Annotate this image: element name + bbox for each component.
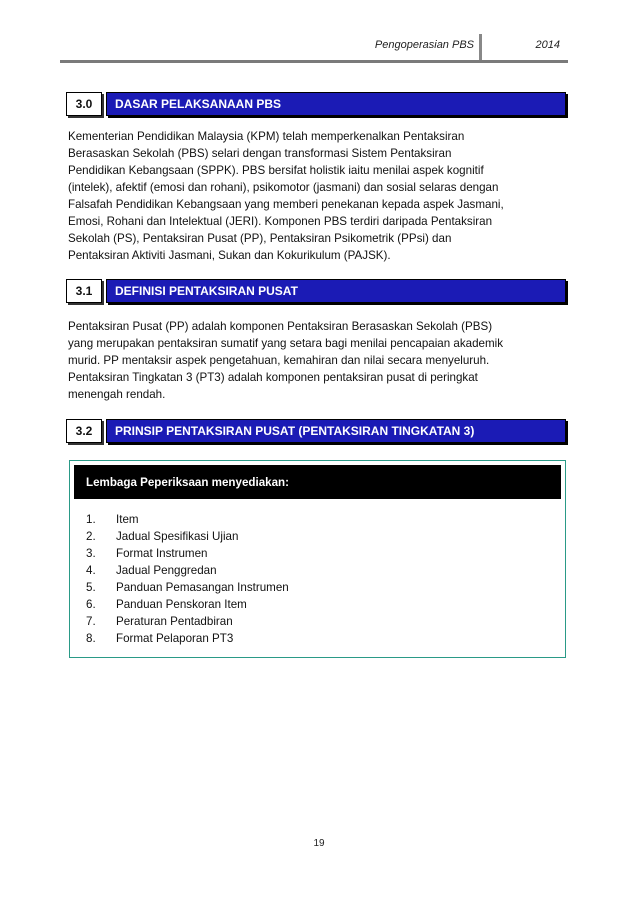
list-item-number: 6. xyxy=(86,598,96,611)
list-item-text: Panduan Penskoran Item xyxy=(116,598,247,611)
text-line: murid. PP mentaksir aspek pengetahuan, kemahiran dan nilai secara menyeluruh. xyxy=(68,354,490,367)
provisions-box xyxy=(69,460,566,658)
section-paragraph-3-1 xyxy=(68,318,562,403)
text-line: Pentaksiran Pusat (PP) adalah komponen Pentaksiran Berasaskan Sekolah (PBS) xyxy=(68,320,493,333)
list-item xyxy=(86,511,289,528)
text-line: Sekolah (PS), Pentaksiran Pusat (PP), Pentaksiran Psikometrik (PPsi) dan xyxy=(68,232,452,245)
list-item xyxy=(86,613,289,630)
list-item-text: Jadual Penggredan xyxy=(116,564,217,577)
section-heading-3-2 xyxy=(66,419,566,443)
section-heading-3-1 xyxy=(66,279,566,303)
section-number: 3.2 xyxy=(66,419,102,443)
text-line: Kementerian Pendidikan Malaysia (KPM) telah memperkenalkan Pentaksiran xyxy=(68,130,465,143)
text-line: Emosi, Rohani dan Intelektual (JERI). Komponen PBS terdiri daripada Pentaksiran xyxy=(68,215,493,228)
text-line: (intelek), afektif (emosi dan rohani), psikomotor (jasmani) dan sosial selaras dengan xyxy=(68,181,499,194)
provisions-list xyxy=(86,511,289,647)
page-number: 19 xyxy=(313,838,325,849)
list-item-text: Peraturan Pentadbiran xyxy=(116,615,233,628)
text-line: Berasaskan Sekolah (PBS) selari dengan transformasi Sistem Pentaksiran xyxy=(68,147,452,160)
section-title: DASAR PELAKSANAAN PBS xyxy=(106,92,566,116)
text-line: Pentaksiran Aktiviti Jasmani, Sukan dan Kokurikulum (PAJSK). xyxy=(68,249,391,262)
list-item-number: 8. xyxy=(86,632,96,645)
list-item-text: Panduan Pemasangan Instrumen xyxy=(116,581,289,594)
list-item xyxy=(86,630,289,647)
list-item-text: Item xyxy=(116,513,139,526)
list-item-text: Jadual Spesifikasi Ujian xyxy=(116,530,239,543)
text-line: yang merupakan pentaksiran sumatif yang setara bagi menilai pencapaian akademik xyxy=(68,337,504,350)
header-doc-title: Pengoperasian PBS xyxy=(374,39,474,51)
list-item-number: 4. xyxy=(86,564,96,577)
text-line: Falsafah Pendidikan Kebangsaan yang memberi penekanan kepada aspek Jasmani, xyxy=(68,198,504,211)
list-item xyxy=(86,579,289,596)
section-title: DEFINISI PENTAKSIRAN PUSAT xyxy=(106,279,566,303)
list-item-number: 3. xyxy=(86,547,96,560)
box-heading: Lembaga Peperiksaan menyediakan: xyxy=(74,465,561,499)
list-item-number: 2. xyxy=(86,530,96,543)
list-item-number: 7. xyxy=(86,615,96,628)
section-number: 3.1 xyxy=(66,279,102,303)
list-item xyxy=(86,545,289,562)
list-item-number: 1. xyxy=(86,513,96,526)
list-item xyxy=(86,528,289,545)
list-item xyxy=(86,562,289,579)
section-heading-3-0 xyxy=(66,92,566,116)
list-item-number: 5. xyxy=(86,581,96,594)
text-line: Pentaksiran Tingkatan 3 (PT3) adalah komponen pentaksiran pusat di peringkat xyxy=(68,371,478,384)
page-header xyxy=(60,30,568,60)
section-title: PRINSIP PENTAKSIRAN PUSAT (PENTAKSIRAN TINGKATAN 3) xyxy=(106,419,566,443)
list-item-text: Format Pelaporan PT3 xyxy=(116,632,234,645)
text-line: Pendidikan Kebangsaan (SPPK). PBS bersifat holistik iaitu menilai aspek kognitif xyxy=(68,164,484,177)
header-rule xyxy=(60,60,568,63)
section-paragraph-3-0 xyxy=(68,128,562,264)
list-item xyxy=(86,596,289,613)
header-year: 2014 xyxy=(535,39,560,51)
list-item-text: Format Instrumen xyxy=(116,547,208,560)
text-line: menengah rendah. xyxy=(68,388,166,401)
header-divider xyxy=(479,34,482,60)
section-number: 3.0 xyxy=(66,92,102,116)
